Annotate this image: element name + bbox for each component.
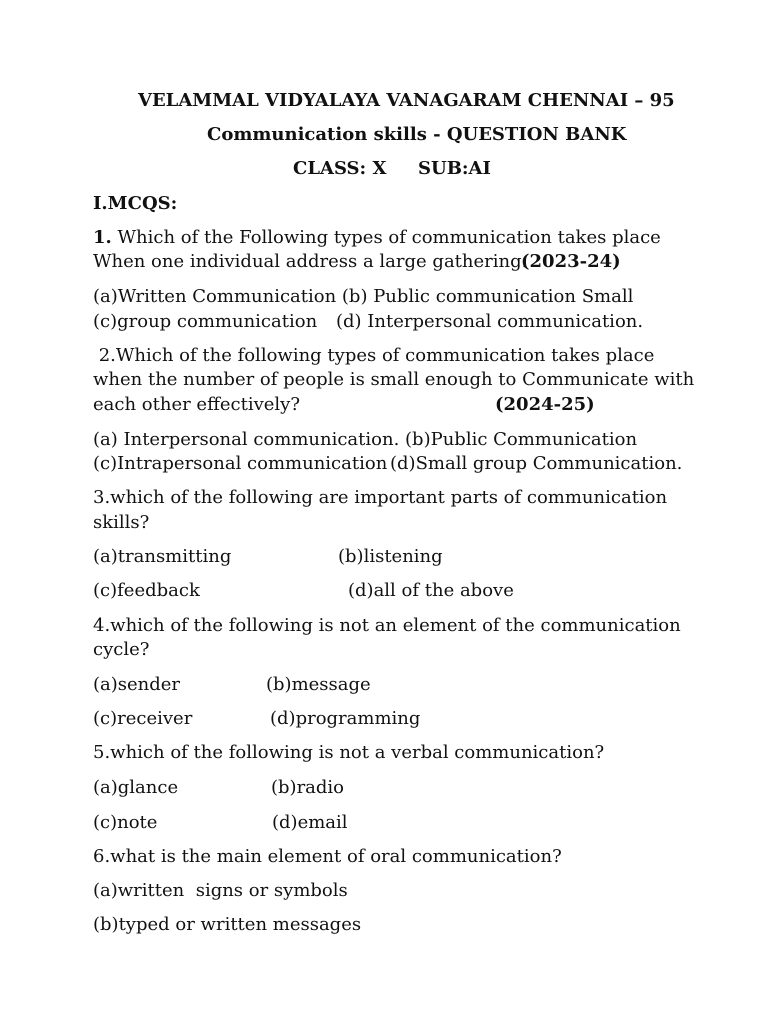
question-2-option-c: (c)Intrapersonal communication xyxy=(93,453,388,474)
question-1-number: 1. xyxy=(93,227,112,248)
question-3-line-2: skills? xyxy=(93,512,150,533)
question-6-option-b: (b)typed or written messages xyxy=(93,914,362,935)
question-5-line-1: 5.which of the following is not a verbal communication? xyxy=(93,742,605,763)
question-6-option-a: (a)written signs or symbols xyxy=(93,880,348,901)
class-label: CLASS: X xyxy=(293,158,387,179)
school-name: VELAMMAL VIDYALAYA VANAGARAM CHENNAI – 95 xyxy=(138,90,675,111)
question-1-option-c: (c)group communication xyxy=(93,311,318,332)
question-3-line-1: 3.which of the following are important parts of communication xyxy=(93,487,668,508)
question-3-option-b: (b)listening xyxy=(338,546,443,567)
question-4-option-d: (d)programming xyxy=(270,708,421,729)
question-1-line-2: When one individual address a large gathering. xyxy=(93,251,528,272)
question-4-option-a: (a)sender xyxy=(93,674,181,695)
question-2-option-d: (d)Small group Communication. xyxy=(390,453,683,474)
question-4-option-c: (c)receiver xyxy=(93,708,193,729)
question-2-options-line-1: (a) Interpersonal communication. (b)Public Communication xyxy=(93,429,638,450)
question-1-year: (2023-24) xyxy=(521,251,621,272)
question-1-option-d: (d) Interpersonal communication. xyxy=(336,311,644,332)
document-title: Communication skills - QUESTION BANK xyxy=(207,124,627,145)
question-2-year: (2024-25) xyxy=(495,394,595,415)
question-5-option-c: (c)note xyxy=(93,812,158,833)
question-3-option-a: (a)transmitting xyxy=(93,546,232,567)
question-4-option-b: (b)message xyxy=(266,674,371,695)
question-2-line-1: 2.Which of the following types of communication takes place xyxy=(93,345,655,366)
question-2-line-3: each other effectively? xyxy=(93,394,300,415)
question-1-line-1 xyxy=(93,227,661,249)
question-3-option-d: (d)all of the above xyxy=(348,580,514,601)
question-5-option-a: (a)glance xyxy=(93,777,179,798)
question-4-line-1: 4.which of the following is not an element of the communication xyxy=(93,615,681,636)
question-2-line-2: when the number of people is small enough to Communicate with xyxy=(93,369,695,390)
question-4-line-2: cycle? xyxy=(93,639,150,660)
question-6-line-1: 6.what is the main element of oral communication? xyxy=(93,846,562,867)
question-1-text: Which of the Following types of communication takes place xyxy=(111,227,661,248)
question-1-options-line-1: (a)Written Communication (b) Public communication Small xyxy=(93,286,634,307)
question-5-option-b: (b)radio xyxy=(271,777,345,798)
question-3-option-c: (c)feedback xyxy=(93,580,200,601)
section-title: I.MCQS: xyxy=(93,193,178,214)
question-5-option-d: (d)email xyxy=(272,812,348,833)
subject-label: SUB:AI xyxy=(418,158,491,179)
